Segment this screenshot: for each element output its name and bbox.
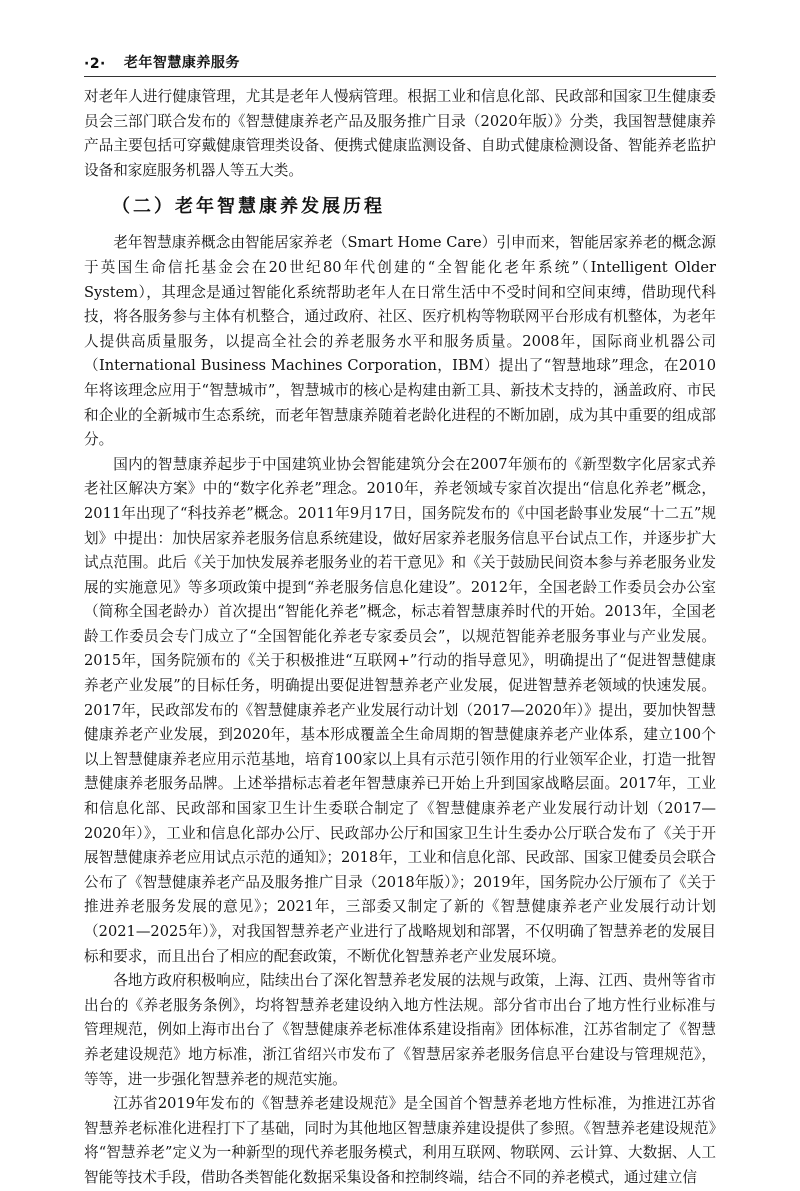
section-heading: （二）老年智慧康养发展历程 xyxy=(112,196,385,218)
body-text xyxy=(84,85,716,1191)
book-title: 老年智慧康养服务 xyxy=(123,55,240,71)
page-number: ·2· xyxy=(84,56,106,72)
paragraph: 江苏省2019年发布的《智慧养老建设规范》是全国首个智慧养老地方性标准，为推进江苏省智慧养老标准化进程打下了基础，同时为其他地区智慧康养建设提供了参照。《智慧养老建设规范》将“智慧养老”定义为一种新型的现代养老服务模式，利用互联网、物联网、云计算、大数据、人工智能等技术手段，借助各类智能化数据采集设备和控制终端，结合不同的养老模式，通过建立信 xyxy=(84,1095,716,1186)
paragraph: 国内的智慧康养起步于中国建筑业协会智能建筑分会在2007年颁布的《新型数字化居家式养老社区解决方案》中的“数字化养老”理念。2010年，养老领域专家首次提出“信息化养老”概念，2011年出现了“科技养老”概念。2011年9月17日，国务院发布的《中国老龄事业发展“十二五”规划》中提出：加快居家养老服务信息系统建设，做好居家养老服务信息平台试点工作，并逐步扩大试点范围。此后《关于加快发展养老服务业的若干意见》和《关于鼓励民间资本参与养老服务业发展的实施意见》等多项政策中提到“养老服务信息化建设”。2012年，全国老龄工作委员会办公室（简称全国老龄办）首次提出“智能化养老”概念，标志着智慧康养时代的开始。2013年，全国老龄工作委员会专门成立了“全国智能化养老专家委员会”，以规范智能养老服务事业与产业发展。2015年，国务院颁布的《关于积极推进“互联网+”行动的指导意见》，明确提出了“促进智慧健康养老产业发展”的目标任务，明确提出要促进智慧养老产业发展，促进智慧养老领域的快速发展。2017年，民政部发布的《智慧健康养老产业发展行动计划（2017—2020年）》提出，要加快智慧健康养老产业发展，到2020年，基本形成覆盖全生命周期的智慧健康养老产业体系，建立100个以上智慧健康养老应用示范基地，培育100家以上具有示范引领作用的行业领军企业，打造一批智慧健康养老服务品牌。上述举措标志着老年智慧康养已开始上升到国家战略层面。2017年，工业和信息化部、民政部和国家卫生计生委联合制定了《智慧健康养老产业发展行动计划（2017—2020年）》，工业和信息化部办公厅、民政部办公厅和国家卫生计生委办公厅联合发布了《关于开展智慧健康养老应用试点示范的通知》；2018年，工业和信息化部、民政部、国家卫健委员会联合公布了《智慧健康养老产品及服务推广目录（2018年版）》；2019年，国务院办公厅颁布了《关于推进养老服务发展的意见》；2021年，三部委又制定了新的《智慧健康养老产业发展行动计划（2021—2025年）》，对我国智慧养老产业进行了战略规划和部署，不仅明确了智慧养老的发展目标和要求，而且出台了相应的配套政策，不断优化智慧养老产业发展环境。 xyxy=(84,455,716,965)
running-header xyxy=(84,44,716,77)
paragraph: 老年智慧康养概念由智能居家养老（Smart Home Care）引申而来，智能居家养老的概念源于英国生命信托基金会在20世纪80年代创建的“全智能化老年系统”（Intelligent Older System），其理念是通过智能化系统帮助老年人在日常生活中不受时间和空间束缚，借助现代科技，将各服务参与主体有机整合，通过政府、社区、医疗机构等物联网平台形成有机整体，为老年人提供高质量服务，以提高全社会的养老服务水平和服务质量。2008年，国际商业机器公司（International Business Machines Corporation，IBM）提出了“智慧地球”理念，在2010年将该理念应用于“智慧城市”，智慧城市的核心是构建由新工具、新技术支持的，涵盖政府、市民和企业的全新城市生态系统，而老年智慧康养随着老龄化进程的不断加剧，成为其中重要的组成部分。 xyxy=(84,234,716,449)
paragraph: 对老年人进行健康管理，尤其是老年人慢病管理。根据工业和信息化部、民政部和国家卫生健康委员会三部门联合发布的《智慧健康养老产品及服务推广目录（2020年版）》分类，我国智慧健康养产品主要包括可穿戴健康管理类设备、便携式健康监测设备、自助式健康检测设备、智能养老监护设备和家庭服务机器人等五大类。 xyxy=(84,88,716,179)
paragraph: 各地方政府积极响应，陆续出台了深化智慧养老发展的法规与政策，上海、江西、贵州等省市出台的《养老服务条例》，均将智慧养老建设纳入地方性法规。部分省市出台了地方性行业标准与管理规范，例如上海市出台了《智慧健康养老标准体系建设指南》团体标准，江苏省制定了《智慧养老建设规范》地方标准，浙江省绍兴市发布了《智慧居家养老服务信息平台建设与管理规范》，等等，进一步强化智慧养老的规范实施。 xyxy=(84,972,716,1088)
